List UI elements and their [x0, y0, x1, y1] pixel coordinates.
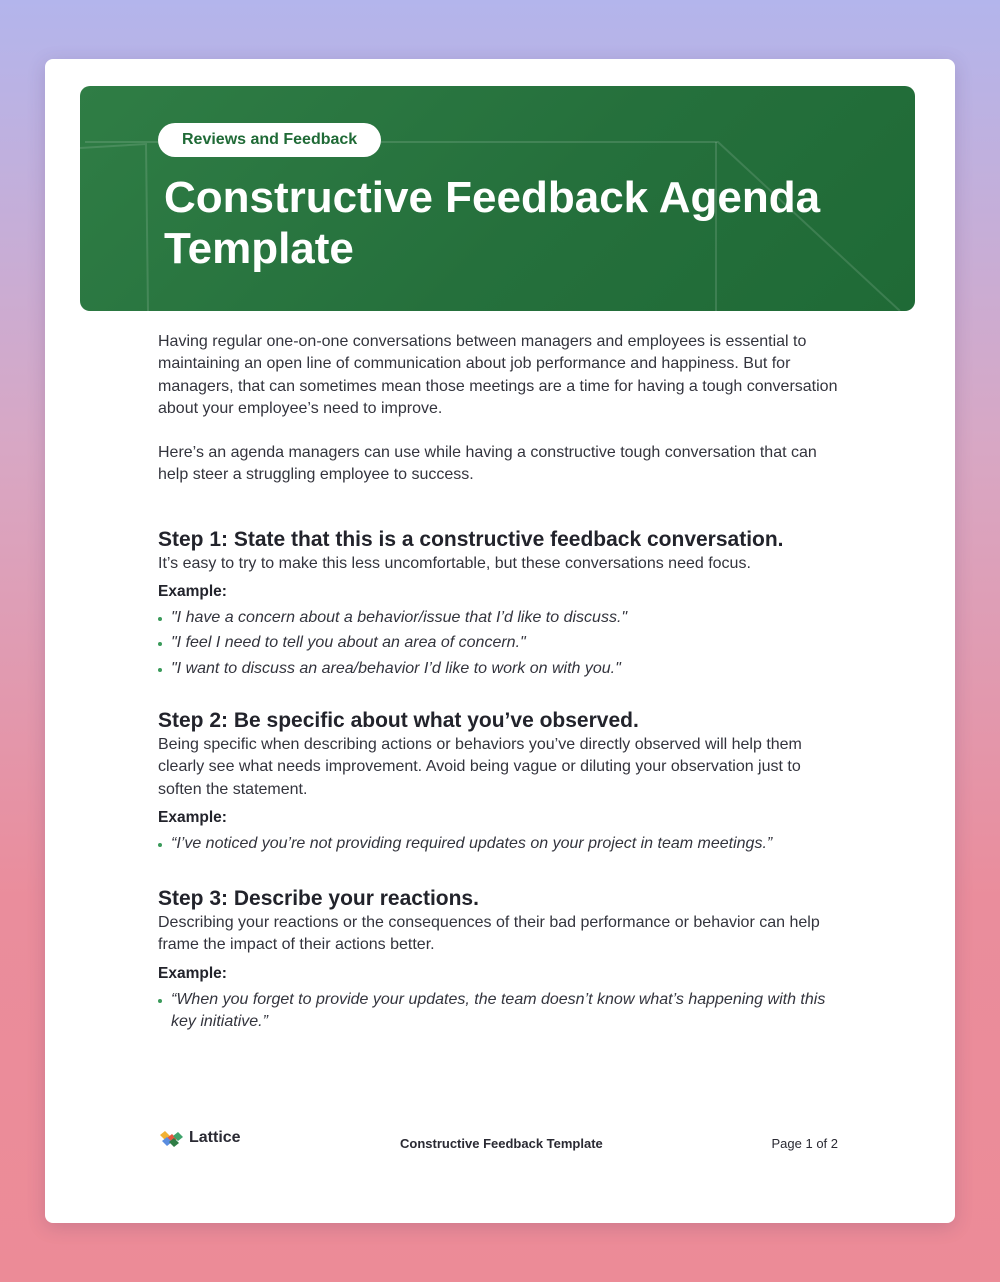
- step-2-example-list: [158, 833, 848, 855]
- step-2-example-label: Example:: [158, 808, 227, 826]
- step-1-title: Step 1: State that this is a constructive feedback conversation.: [158, 527, 784, 551]
- bullet-icon: [158, 642, 162, 646]
- brand-logo: [158, 1129, 241, 1147]
- bullet-icon: [158, 999, 162, 1003]
- step-3-section: [158, 886, 848, 1033]
- step-3-example-list: [158, 989, 848, 1034]
- hero-banner: [80, 86, 915, 311]
- step-1-example-label: Example:: [158, 583, 227, 601]
- intro-paragraph-2: Here’s an agenda managers can use while having a constructive tough conversation that can help steer a struggling employee to success.: [158, 444, 817, 484]
- step-3-title: Step 3: Describe your reactions.: [158, 887, 479, 911]
- example-item: [158, 607, 848, 629]
- step-2-section: [158, 708, 848, 855]
- step-2-description: Being specific when describing actions or behaviors you’ve directly observed will help them clearly see what needs improvement. Avoid being vague or diluting your observation just to soften the statement.: [158, 735, 802, 798]
- main-content: [158, 331, 848, 1033]
- step-1-example-list: [158, 607, 848, 680]
- bullet-icon: [158, 843, 162, 847]
- footer-document-name: Constructive Feedback Template: [400, 1136, 603, 1151]
- page-footer: [158, 1129, 838, 1159]
- example-item: [158, 632, 848, 654]
- example-text: “When you forget to provide your updates, the team doesn’t know what’s happening with this key initiative.”: [171, 990, 826, 1031]
- step-3-example-label: Example:: [158, 964, 227, 982]
- document-page: [45, 59, 955, 1223]
- example-text: “I’ve noticed you’re not providing required updates on your project in team meetings.”: [171, 834, 773, 852]
- example-text: "I have a concern about a behavior/issue that I’d like to discuss.": [171, 609, 628, 627]
- bullet-icon: [158, 668, 162, 672]
- intro-paragraph-1: Having regular one-on-one conversations between managers and employees is essential to maintaining an open line of communication about job performance and happiness. But for managers, that can sometimes mean those meetings are a time for having a tough conversation about your employee’s need to improve.: [158, 333, 838, 417]
- example-item: [158, 989, 848, 1034]
- example-item: [158, 833, 848, 855]
- step-2-title: Step 2: Be specific about what you’ve observed.: [158, 708, 639, 732]
- brand-name: Lattice: [189, 1129, 241, 1146]
- lattice-logo-icon: [158, 1129, 184, 1147]
- category-pill: Reviews and Feedback: [158, 123, 381, 157]
- step-1-section: [158, 527, 848, 680]
- page-title: Constructive Feedback Agenda Template: [164, 173, 821, 273]
- example-text: "I want to discuss an area/behavior I’d like to work on with you.": [171, 659, 621, 677]
- page-number: Page 1 of 2: [771, 1136, 838, 1151]
- step-3-description: Describing your reactions or the consequences of their bad performance or behavior can help frame the impact of their actions better.: [158, 914, 820, 954]
- bullet-icon: [158, 617, 162, 621]
- example-item: [158, 658, 848, 680]
- step-1-description: It’s easy to try to make this less uncomfortable, but these conversations need focus.: [158, 554, 751, 572]
- example-text: "I feel I need to tell you about an area of concern.": [171, 634, 526, 652]
